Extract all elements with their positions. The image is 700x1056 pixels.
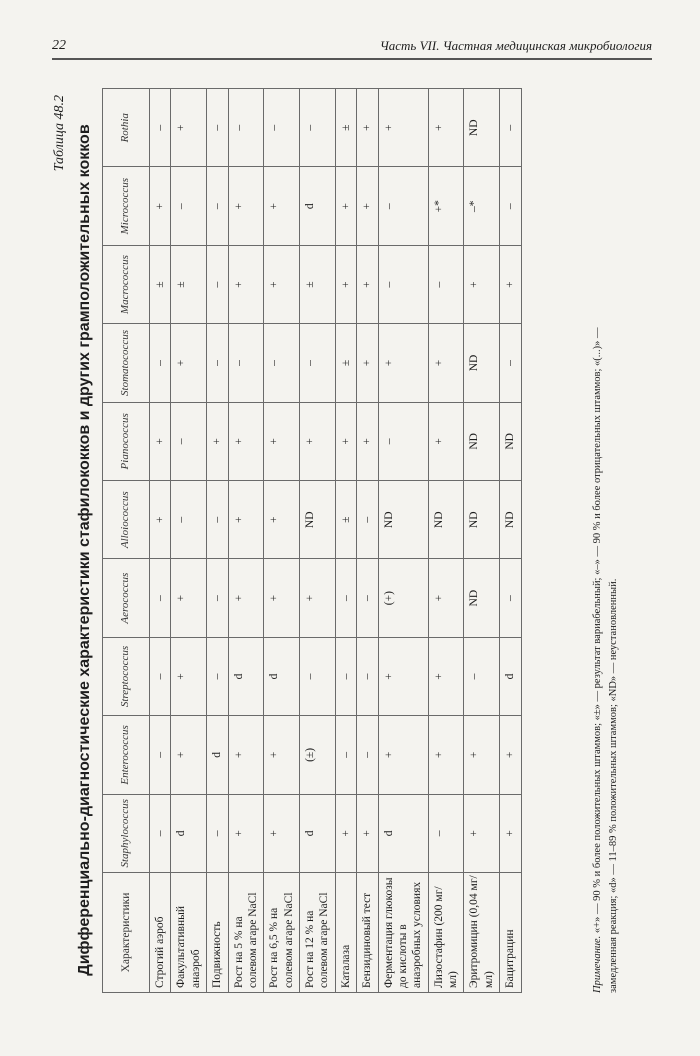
table-cell: + xyxy=(335,794,356,872)
table-cell: – xyxy=(357,716,378,794)
table-cell: + xyxy=(150,402,171,480)
row-characteristic: Строгий аэроб xyxy=(150,873,171,993)
table-cell: – xyxy=(207,481,228,559)
table-row xyxy=(171,89,207,993)
table-cell: + xyxy=(228,794,264,872)
row-characteristic: Рост на 6,5 % на солевом агаре NaCl xyxy=(264,873,300,993)
table-notes xyxy=(590,93,622,993)
table-cell: + xyxy=(428,559,464,637)
table-cell: + xyxy=(335,167,356,245)
table-cell: + xyxy=(300,402,336,480)
table-cell: – xyxy=(150,716,171,794)
row-characteristic: Каталаза xyxy=(335,873,356,993)
table-cell: – xyxy=(207,637,228,715)
table-cell: – xyxy=(264,324,300,402)
rotated-table-block xyxy=(50,85,650,1015)
table-cell: + xyxy=(464,716,500,794)
table-cell: + xyxy=(264,794,300,872)
table-cell: + xyxy=(464,794,500,872)
table-cell: + xyxy=(171,89,207,167)
table-cell: + xyxy=(264,245,300,323)
table-title: Дифференциально-диагностические характеристики стафилококков и других грамположительных кокков xyxy=(76,124,93,976)
row-characteristic: Эритромицин (0,04 мг/мл) xyxy=(464,873,500,993)
table-row xyxy=(228,89,264,993)
table-row xyxy=(335,89,356,993)
table-cell: – xyxy=(300,324,336,402)
table-cell: – xyxy=(207,559,228,637)
table-cell: + xyxy=(357,794,378,872)
table-cell: + xyxy=(357,402,378,480)
table-cell: – xyxy=(150,637,171,715)
table-cell: + xyxy=(357,245,378,323)
table-cell: + xyxy=(228,402,264,480)
table-cell: – xyxy=(464,637,500,715)
table-cell: d xyxy=(378,794,428,872)
table-cell: – xyxy=(228,89,264,167)
table-cell: – xyxy=(378,402,428,480)
table-cell: ± xyxy=(171,245,207,323)
column-header-genus: Macrococcus xyxy=(103,245,150,323)
table-cell: + xyxy=(300,559,336,637)
table-cell: – xyxy=(335,559,356,637)
row-characteristic: Бацитрацин xyxy=(500,873,521,993)
table-cell: – xyxy=(150,559,171,637)
table-row xyxy=(464,89,500,993)
table-cell: – xyxy=(500,559,521,637)
column-header-genus: Streptococcus xyxy=(103,637,150,715)
table-cell: + xyxy=(500,794,521,872)
table-cell: + xyxy=(500,716,521,794)
table-cell: + xyxy=(357,167,378,245)
table-cell: + xyxy=(207,402,228,480)
table-cell: – xyxy=(300,89,336,167)
table-cell: + xyxy=(500,245,521,323)
column-header-genus: Stomatococcus xyxy=(103,324,150,402)
table-cell: – xyxy=(207,245,228,323)
table-label: Таблица 48.2 xyxy=(52,95,67,172)
table-cell: – xyxy=(500,89,521,167)
table-row xyxy=(428,89,464,993)
notes-lead: Примечание. xyxy=(592,935,603,993)
table-cell: d xyxy=(171,794,207,872)
table-cell: ND xyxy=(464,89,500,167)
table-cell: – xyxy=(378,167,428,245)
table-cell: – xyxy=(335,716,356,794)
table-cell: – xyxy=(150,89,171,167)
table-cell: + xyxy=(378,89,428,167)
table-cell: ND xyxy=(464,481,500,559)
table-cell: – xyxy=(357,481,378,559)
table-cell: + xyxy=(428,716,464,794)
table-cell: ± xyxy=(335,324,356,402)
table-header-row xyxy=(103,89,150,993)
table-cell: d xyxy=(207,716,228,794)
table-cell: + xyxy=(228,559,264,637)
column-header-genus: Staphylococcus xyxy=(103,794,150,872)
column-header-genus: Rothia xyxy=(103,89,150,167)
table-cell: + xyxy=(171,559,207,637)
table-cell: + xyxy=(264,167,300,245)
table-cell: ND xyxy=(464,324,500,402)
table-cell: + xyxy=(171,716,207,794)
table-cell: – xyxy=(207,324,228,402)
table-cell: + xyxy=(428,402,464,480)
column-header-genus: Alloiococcus xyxy=(103,481,150,559)
table-cell: – xyxy=(357,637,378,715)
table-cell: –* xyxy=(464,167,500,245)
table-cell: + xyxy=(264,716,300,794)
table-cell: d xyxy=(500,637,521,715)
notes-line-1: «+» — 90 % и более положительных штаммов; «±» — результат вариабельный; «–» — 90 % и более отрицательных штаммов; «(...)» — xyxy=(592,327,603,934)
table-cell: – xyxy=(150,794,171,872)
table-cell: ND xyxy=(428,481,464,559)
row-characteristic: Ферментация глюкозы до кислоты в анаэробных условиях xyxy=(378,873,428,993)
column-header-genus: Pianococcus xyxy=(103,402,150,480)
table-cell: – xyxy=(228,324,264,402)
table-cell: + xyxy=(428,89,464,167)
table-cell: – xyxy=(300,637,336,715)
table-cell: + xyxy=(335,245,356,323)
table-cell: – xyxy=(264,89,300,167)
table-cell: ND xyxy=(500,402,521,480)
column-header-genus: Enterococcus xyxy=(103,716,150,794)
table-cell: + xyxy=(228,716,264,794)
table-cell: ± xyxy=(335,481,356,559)
table-row xyxy=(150,89,171,993)
table-row xyxy=(207,89,228,993)
table-cell: ND xyxy=(378,481,428,559)
table-cell: ND xyxy=(464,402,500,480)
page-header xyxy=(52,38,652,64)
table-cell: + xyxy=(428,637,464,715)
table-cell: +* xyxy=(428,167,464,245)
table-cell: + xyxy=(428,324,464,402)
table-cell: + xyxy=(264,559,300,637)
table-row xyxy=(357,89,378,993)
table-cell: + xyxy=(228,481,264,559)
row-characteristic: Лизостафин (200 мг/мл) xyxy=(428,873,464,993)
table-cell: – xyxy=(150,324,171,402)
table-cell: + xyxy=(378,637,428,715)
table-row xyxy=(378,89,428,993)
page-number: 22 xyxy=(52,38,66,53)
table-cell: ND xyxy=(300,481,336,559)
table-cell: + xyxy=(228,167,264,245)
table-cell: – xyxy=(335,637,356,715)
table-cell: – xyxy=(207,794,228,872)
header-rule xyxy=(52,58,652,60)
table-cell: + xyxy=(357,324,378,402)
table-cell: + xyxy=(150,481,171,559)
table-cell: + xyxy=(378,716,428,794)
table-cell: – xyxy=(500,324,521,402)
table-cell: + xyxy=(171,637,207,715)
table-cell: ± xyxy=(300,245,336,323)
table-cell: (±) xyxy=(300,716,336,794)
table-cell: (+) xyxy=(378,559,428,637)
row-characteristic: Факультативный анаэроб xyxy=(171,873,207,993)
notes-line-2: замедленная реакция; «d» — 11–89 % положительных штаммов; «ND» — неустановленный. xyxy=(607,578,619,993)
table-cell: – xyxy=(357,559,378,637)
table-cell: ± xyxy=(335,89,356,167)
table-cell: + xyxy=(171,324,207,402)
running-title: Часть VII. Частная медицинская микробиология xyxy=(379,38,652,53)
row-characteristic: Рост на 12 % на солевом агаре NaCl xyxy=(300,873,336,993)
table-row xyxy=(264,89,300,993)
column-header-genus: Micrococcus xyxy=(103,167,150,245)
table-cell: – xyxy=(428,794,464,872)
table-cell: + xyxy=(264,481,300,559)
table-cell: – xyxy=(171,481,207,559)
table-cell: – xyxy=(207,89,228,167)
table-cell: – xyxy=(500,167,521,245)
table-cell: – xyxy=(207,167,228,245)
row-characteristic: Рост на 5 % на солевом агаре NaCl xyxy=(228,873,264,993)
table-cell: + xyxy=(357,89,378,167)
row-characteristic: Подвижность xyxy=(207,873,228,993)
table-cell: d xyxy=(228,637,264,715)
table-body xyxy=(150,89,522,993)
table-cell: – xyxy=(171,167,207,245)
table-cell: d xyxy=(300,167,336,245)
table-cell: + xyxy=(150,167,171,245)
table-cell: + xyxy=(464,245,500,323)
column-header-characteristics: Характеристики xyxy=(103,873,150,993)
table-cell: ND xyxy=(500,481,521,559)
table-cell: – xyxy=(171,402,207,480)
table-cell: – xyxy=(428,245,464,323)
characteristics-table xyxy=(102,88,522,993)
table-cell: d xyxy=(264,637,300,715)
table-cell: ± xyxy=(150,245,171,323)
table-cell: + xyxy=(228,245,264,323)
table-cell: – xyxy=(378,245,428,323)
table-row xyxy=(300,89,336,993)
table-cell: d xyxy=(300,794,336,872)
row-characteristic: Бензидиновый тест xyxy=(357,873,378,993)
column-header-genus: Aerococcus xyxy=(103,559,150,637)
table-cell: + xyxy=(335,402,356,480)
table-cell: ND xyxy=(464,559,500,637)
table-cell: + xyxy=(264,402,300,480)
table-cell: + xyxy=(378,324,428,402)
table-row xyxy=(500,89,521,993)
